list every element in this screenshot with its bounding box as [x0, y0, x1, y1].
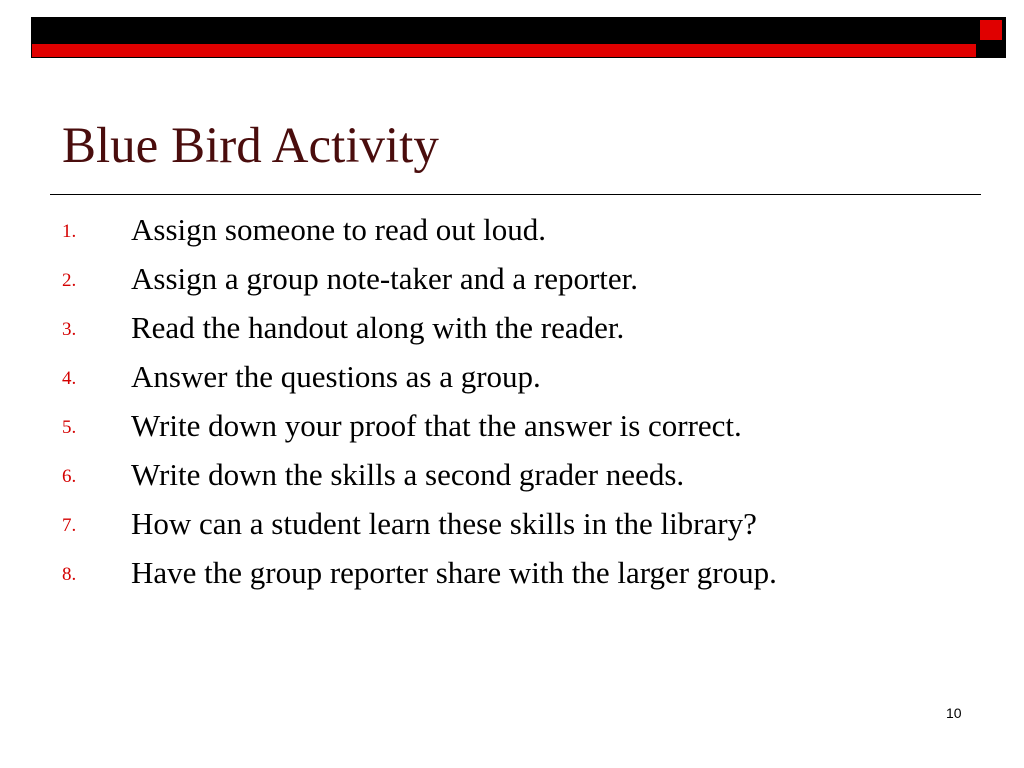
header-banner-red-bar: [31, 43, 977, 58]
page-number: 10: [946, 705, 962, 721]
step-text: Write down your proof that the answer is correct.: [131, 408, 742, 443]
step-text: Write down the skills a second grader needs.: [131, 457, 685, 492]
step-text: How can a student learn these skills in the library?: [131, 506, 757, 541]
step-text: Answer the questions as a group.: [131, 359, 541, 394]
header-banner-black-bar: [31, 17, 1006, 43]
slide-title: Blue Bird Activity: [62, 118, 439, 174]
step-number: 4.: [62, 368, 77, 389]
step-number: 3.: [62, 319, 77, 340]
step-text: Read the handout along with the reader.: [131, 310, 625, 345]
step-text: Assign someone to read out loud.: [131, 212, 547, 247]
title-divider: [50, 194, 981, 195]
step-number: 7.: [62, 515, 77, 536]
step-number: 2.: [62, 270, 77, 291]
step-number: 1.: [62, 221, 77, 242]
step-text: Assign a group note-taker and a reporter.: [131, 261, 639, 296]
step-number: 8.: [62, 564, 77, 585]
step-number: 6.: [62, 466, 77, 487]
header-banner-corner-square-inner: [980, 20, 1002, 40]
step-number: 5.: [62, 417, 77, 438]
step-text: Have the group reporter share with the larger group.: [131, 555, 777, 590]
